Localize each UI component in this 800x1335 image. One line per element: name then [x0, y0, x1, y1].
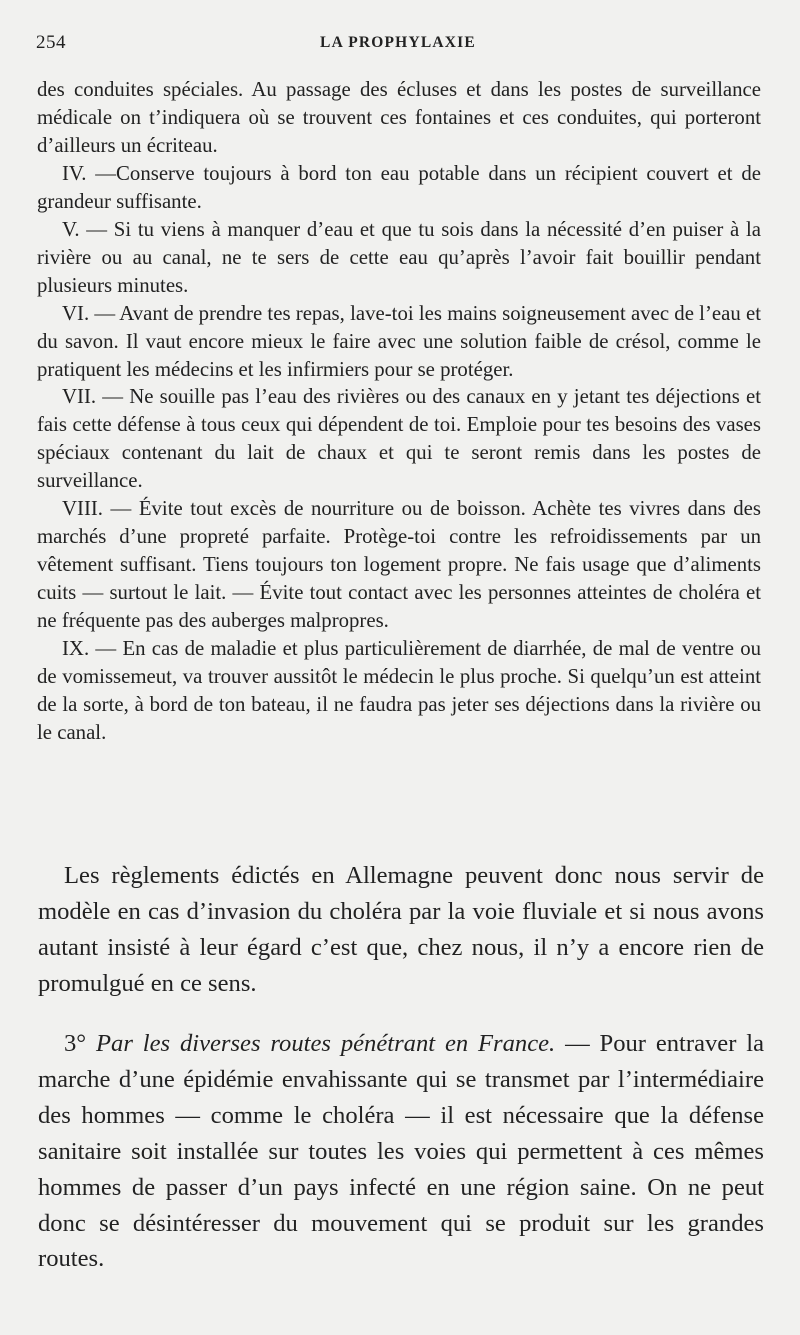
page-header [36, 32, 760, 58]
body-paragraph-1-block [38, 858, 764, 1002]
section-heading: Par les diverses routes pénétrant en France. [96, 1030, 556, 1057]
rule-continuation: des conduites spéciales. Au passage des écluses et dans les postes de surveillance médicale on t’indiquera où se trouvent ces fontaines et ces conduites, qui porteront d’ailleurs un écriteau. [37, 78, 761, 157]
section-number: 3° [64, 1030, 87, 1057]
rule-ix: IX. — En cas de maladie et plus particulièrement de diarrhée, de mal de ventre ou de vomissemeut, va trouver aussitôt le médecin le plus proche. Si quelqu’un est atteint de la sorte, à bord de ton bateau, il ne faudra pas jeter ses déjections dans la rivière ou le canal. [37, 637, 761, 744]
regulation-rules [37, 76, 761, 747]
section-paragraph [38, 1026, 764, 1277]
rule-viii: VIII. — Évite tout excès de nourriture ou de boisson. Achète tes vivres dans des marchés d’une propreté parfaite. Protège-toi contre les refroidissements par un vêtement suffisant. Tiens toujours ton logement propre. Ne fais usage que d’aliments cuits — surtout le lait. — Évite tout contact avec les personnes atteintes de choléra et ne fréquente pas des auberges malpropres. [37, 497, 761, 633]
running-title: LA PROPHYLAXIE [320, 34, 476, 51]
rule-v: V. — Si tu viens à manquer d’eau et que tu sois dans la nécessité d’en puiser à la rivière ou au canal, ne te sers de cette eau qu’après l’avoir fait bouillir pendant plusieurs minutes. [37, 217, 761, 297]
rule-vi: VI. — Avant de prendre tes repas, lave-toi les mains soigneusement avec de l’eau et du savon. Il vaut encore mieux le faire avec une solution faible de crésol, comme le pratiquent les médecins et les infirmiers pour se protéger. [37, 301, 761, 381]
body-paragraph: Les règlements édictés en Allemagne peuvent donc nous servir de modèle en cas d’invasion du choléra par la voie fluviale et si nous avons autant insisté à leur égard c’est que, chez nous, il n’y a encore rien de promulgué en ce sens. [38, 862, 764, 997]
rule-iv: IV. —Conserve toujours à bord ton eau potable dans un récipient couvert et de grandeur suffisante. [37, 161, 761, 213]
section-text: — Pour entraver la marche d’une épidémie envahissante qui se transmet par l’intermédiaire des hommes — comme le choléra — il est nécessaire que la défense sanitaire soit installée sur toutes les voies qui permettent à ces mêmes hommes de passer d’un pays infecté en une région saine. On ne peut donc se désintéresser du mouvement qui se produit sur les grandes routes. [38, 1030, 765, 1273]
rule-vii: VII. — Ne souille pas l’eau des rivières ou des canaux en y jetant tes déjections et fais cette défense à tous ceux qui dépendent de toi. Emploie pour tes besoins des vases spéciaux contenant du lait de chaux et qui te seront remis dans les postes de surveillance. [37, 385, 761, 493]
body-paragraph-2-block [38, 1026, 764, 1277]
page-number: 254 [36, 32, 66, 53]
